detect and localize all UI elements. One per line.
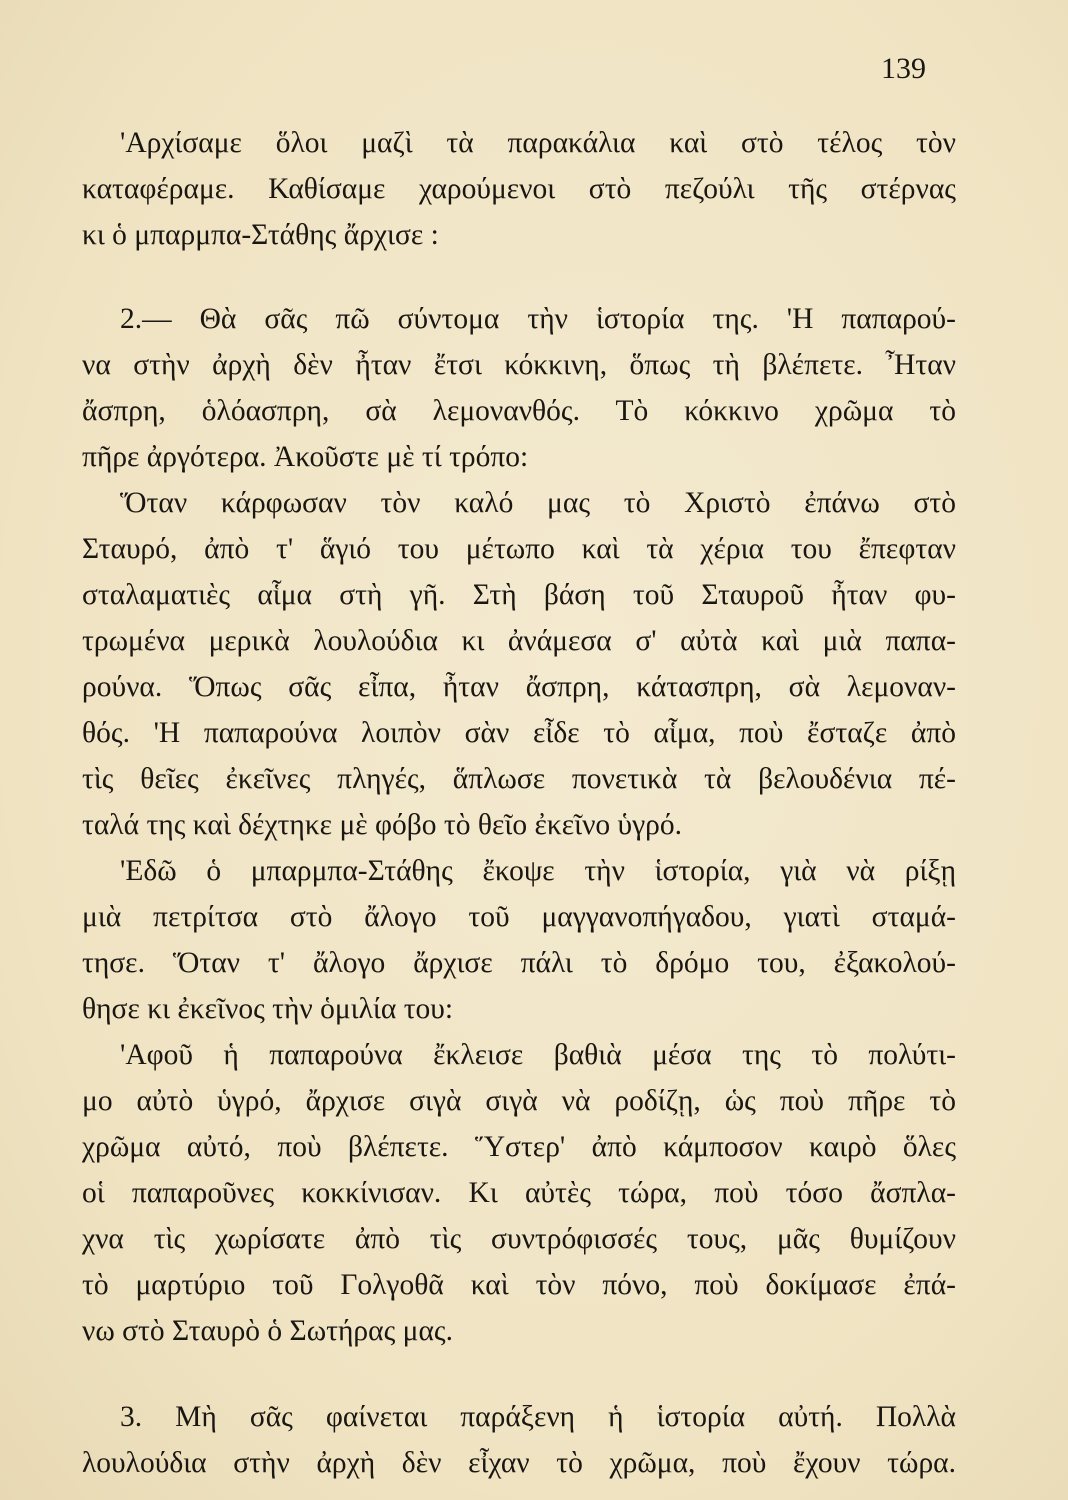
text-line: χνα τὶς χωρίσατε ἀπὸ τὶς συντρόφισσές τους, μᾶς θυμίζουν (82, 1223, 956, 1255)
text-line: ἄσπρη, ὁλόασπρη, σὰ λεμονανθός. Τὸ κόκκινο χρῶμα τὸ (82, 395, 956, 427)
text-line: ρούνα. Ὅπως σᾶς εἶπα, ἦταν ἄσπρη, κάτασπρη, σὰ λεμοναν- (82, 671, 956, 703)
text-line: θησε κι ἐκεῖνος τὴν ὁμιλία του: (82, 993, 454, 1025)
text-line: κι ὁ μπαρμπα-Στάθης ἄρχισε : (82, 219, 439, 251)
text-line: οἱ παπαροῦνες κοκκίνισαν. Κι αὐτὲς τώρα, ποὺ τόσο ἄσπλα- (82, 1177, 956, 1209)
paragraph-spacer (82, 1354, 956, 1394)
paragraph-spacer (82, 258, 956, 296)
page-text (82, 120, 956, 1486)
text-line: πῆρε ἀργότερα. Ἀκοῦστε μὲ τί τρόπο: (82, 441, 529, 473)
page-number: 139 (881, 52, 926, 85)
text-line: 'Αρχίσαμε ὅλοι μαζὶ τὰ παρακάλια καὶ στὸ τέλος τὸν (120, 127, 956, 159)
text-line: 'Εδῶ ὁ μπαρμπα-Στάθης ἔκοψε τὴν ἱστορία, γιὰ νὰ ρίξῃ (120, 855, 956, 887)
text-line: τὶς θεῖες ἐκεῖνες πληγές, ἅπλωσε πονετικὰ τὰ βελουδένια πέ- (82, 763, 956, 795)
text-line: 3. Μὴ σᾶς φαίνεται παράξενη ἡ ἱστορία αὐτή. Πολλὰ (120, 1401, 956, 1433)
text-line: λουλούδια στὴν ἀρχὴ δὲν εἶχαν τὸ χρῶμα, ποὺ ἔχουν τώρα. (82, 1447, 956, 1479)
paragraph-section-3 (82, 1394, 956, 1486)
text-line: ταλά της καὶ δέχτηκε μὲ φόβο τὸ θεῖο ἐκεῖνο ὑγρό. (82, 809, 683, 841)
text-line: μο αὐτὸ ὑγρό, ἄρχισε σιγὰ σιγὰ νὰ ροδίζῃ, ὡς ποὺ πῆρε τὸ (82, 1085, 956, 1117)
text-line: θός. 'Η παπαρούνα λοιπὸν σὰν εἶδε τὸ αἷμα, ποὺ ἔσταζε ἀπὸ (82, 717, 956, 749)
text-line: καταφέραμε. Καθίσαμε χαρούμενοι στὸ πεζούλι τῆς στέρνας (82, 173, 956, 205)
text-line: σταλαματιὲς αἷμα στὴ γῆ. Στὴ βάση τοῦ Σταυροῦ ἦταν φυ- (82, 579, 956, 611)
text-line: τρωμένα μερικὰ λουλούδια κι ἀνάμεσα σ' αὐτὰ καὶ μιὰ παπα- (82, 625, 956, 657)
text-line: Ὅταν κάρφωσαν τὸν καλό μας τὸ Χριστὸ ἐπάνω στὸ (120, 487, 956, 519)
paragraph-intro (82, 120, 956, 258)
text-line: 2.— Θὰ σᾶς πῶ σύντομα τὴν ἱστορία της. 'Η παπαρού- (120, 303, 956, 335)
text-line: 'Αφοῦ ἡ παπαρούνα ἔκλεισε βαθιὰ μέσα της τὸ πολύτι- (120, 1039, 956, 1071)
text-line: Σταυρό, ἀπὸ τ' ἅγιό του μέτωπο καὶ τὰ χέρια του ἔπεφταν (82, 533, 956, 565)
paragraph-crucifixion (82, 480, 956, 848)
text-line: χρῶμα αὐτό, ποὺ βλέπετε. Ὕστερ' ἀπὸ κάμποσον καιρὸ ὅλες (82, 1131, 956, 1163)
text-line: τησε. Ὅταν τ' ἄλογο ἄρχισε πάλι τὸ δρόμο του, ἐξακολού- (82, 947, 956, 979)
paragraph-interlude (82, 848, 956, 1032)
text-line: να στὴν ἀρχὴ δὲν ἦταν ἔτσι κόκκινη, ὅπως τὴ βλέπετε. Ἦταν (82, 349, 956, 381)
paragraph-conclusion (82, 1032, 956, 1354)
text-line: μιὰ πετρίτσα στὸ ἄλογο τοῦ μαγγανοπήγαδου, γιατὶ σταμά- (82, 901, 956, 933)
text-line: νω στὸ Σταυρὸ ὁ Σωτήρας μας. (82, 1315, 453, 1347)
paragraph-section-2 (82, 296, 956, 480)
text-line: τὸ μαρτύριο τοῦ Γολγοθᾶ καὶ τὸν πόνο, ποὺ δοκίμασε ἐπά- (82, 1269, 956, 1301)
